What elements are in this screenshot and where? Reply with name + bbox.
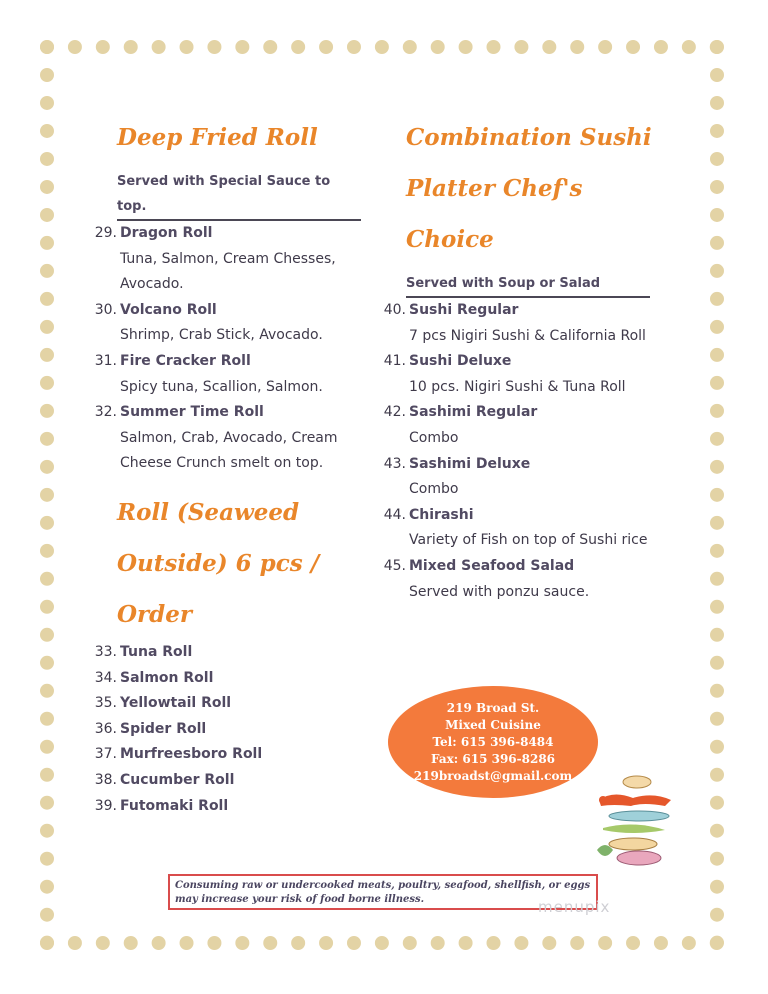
- menu-item: [88, 221, 366, 298]
- food-safety-warning: Consuming raw or undercooked meats, poultry, seafood, shellfish, or eggs may increase your risk of food borne illness.: [168, 874, 598, 910]
- item-name: Sashimi Regular: [409, 404, 538, 421]
- item-number: 31.: [94, 352, 117, 369]
- menu-item: [378, 349, 658, 400]
- item-name: Futomaki Roll: [120, 797, 229, 814]
- right-column: [378, 112, 658, 605]
- menu-item: [378, 400, 658, 451]
- menu-item: [88, 691, 366, 717]
- item-name: Summer Time Roll: [120, 404, 264, 421]
- menu-item: [88, 666, 366, 692]
- item-name: Tuna Roll: [120, 643, 193, 660]
- item-number: 36.: [94, 720, 117, 737]
- menu-item: [88, 742, 366, 768]
- item-number: 40.: [383, 302, 406, 318]
- item-description: Combo: [409, 429, 459, 446]
- section-subtitle-combination: Served with Soup or Salad: [406, 271, 650, 298]
- menu-item: [88, 768, 366, 794]
- menu-item: [88, 349, 366, 400]
- item-name: Volcano Roll: [120, 301, 217, 318]
- menu-item: [378, 554, 658, 605]
- contact-badge: [388, 686, 598, 798]
- menu-item: [378, 452, 658, 503]
- menu-item: [88, 400, 366, 477]
- item-number: 44.: [383, 506, 406, 523]
- item-number: 33.: [94, 643, 117, 660]
- menu-item: [88, 717, 366, 743]
- menu-item: [378, 503, 658, 554]
- deep-fried-section: [88, 112, 366, 477]
- item-number: 37.: [94, 746, 117, 763]
- contact-name: Mixed Cuisine: [445, 717, 541, 732]
- contact-fax: Fax: 615 396-8286: [430, 751, 556, 766]
- menu-item: [88, 640, 366, 666]
- item-description: Salmon, Crab, Avocado, Cream Cheese Crunch smelt on top.: [120, 429, 338, 472]
- item-description: Variety of Fish on top of Sushi rice: [409, 532, 648, 549]
- seaweed-roll-section: [88, 487, 366, 819]
- item-number: 38.: [94, 771, 117, 788]
- item-name: Chirashi: [409, 506, 474, 523]
- menu-item: [88, 794, 366, 820]
- item-number: 29.: [94, 225, 117, 241]
- item-number: 41.: [383, 353, 406, 370]
- item-name: Mixed Seafood Salad: [409, 557, 575, 574]
- item-number: 45.: [383, 557, 406, 574]
- left-column: [88, 112, 366, 819]
- item-name: Dragon Roll: [120, 225, 213, 241]
- item-number: 35.: [94, 695, 117, 712]
- item-name: Sashimi Deluxe: [409, 455, 531, 472]
- section-subtitle-deep-fried: Served with Special Sauce to top.: [117, 169, 361, 221]
- item-description: Served with ponzu sauce.: [409, 583, 590, 600]
- item-description: Spicy tuna, Scallion, Salmon.: [120, 378, 323, 395]
- item-name: Murfreesboro Roll: [120, 746, 263, 763]
- item-name: Fire Cracker Roll: [120, 352, 251, 369]
- item-description: 7 pcs Nigiri Sushi & California Roll: [409, 327, 646, 344]
- item-name: Sushi Regular: [409, 302, 519, 318]
- item-number: 39.: [94, 797, 117, 814]
- menu-item: [378, 298, 658, 349]
- menu-item: [88, 298, 366, 349]
- contact-address: 219 Broad St.: [446, 700, 540, 715]
- section-title-combination: Combination Sushi Platter Chef's Choice: [406, 124, 652, 253]
- item-description: 10 pcs. Nigiri Sushi & Tuna Roll: [409, 378, 626, 395]
- item-number: 43.: [383, 455, 406, 472]
- section-title-deep-fried: Deep Fried Roll: [117, 124, 318, 151]
- contact-tel: Tel: 615 396-8484: [432, 734, 554, 749]
- item-name: Sushi Deluxe: [409, 353, 512, 370]
- item-number: 34.: [94, 669, 117, 686]
- item-name: Spider Roll: [120, 720, 207, 737]
- item-description: Combo: [409, 481, 459, 498]
- item-description: Tuna, Salmon, Cream Chesses, Avocado.: [120, 250, 336, 293]
- item-number: 32.: [94, 404, 117, 421]
- item-name: Salmon Roll: [120, 669, 214, 686]
- item-name: Cucumber Roll: [120, 771, 235, 788]
- contact-email: 219broadst@gmail.com: [413, 768, 573, 783]
- item-number: 30.: [94, 301, 117, 318]
- item-description: Shrimp, Crab Stick, Avocado.: [120, 327, 323, 344]
- section-title-seaweed: Roll (Seaweed Outside) 6 pcs / Order: [117, 498, 320, 628]
- item-name: Yellowtail Roll: [120, 695, 232, 712]
- seafood-illustration-icon: [593, 770, 681, 870]
- item-number: 42.: [383, 404, 406, 421]
- watermark: menupix: [538, 898, 611, 916]
